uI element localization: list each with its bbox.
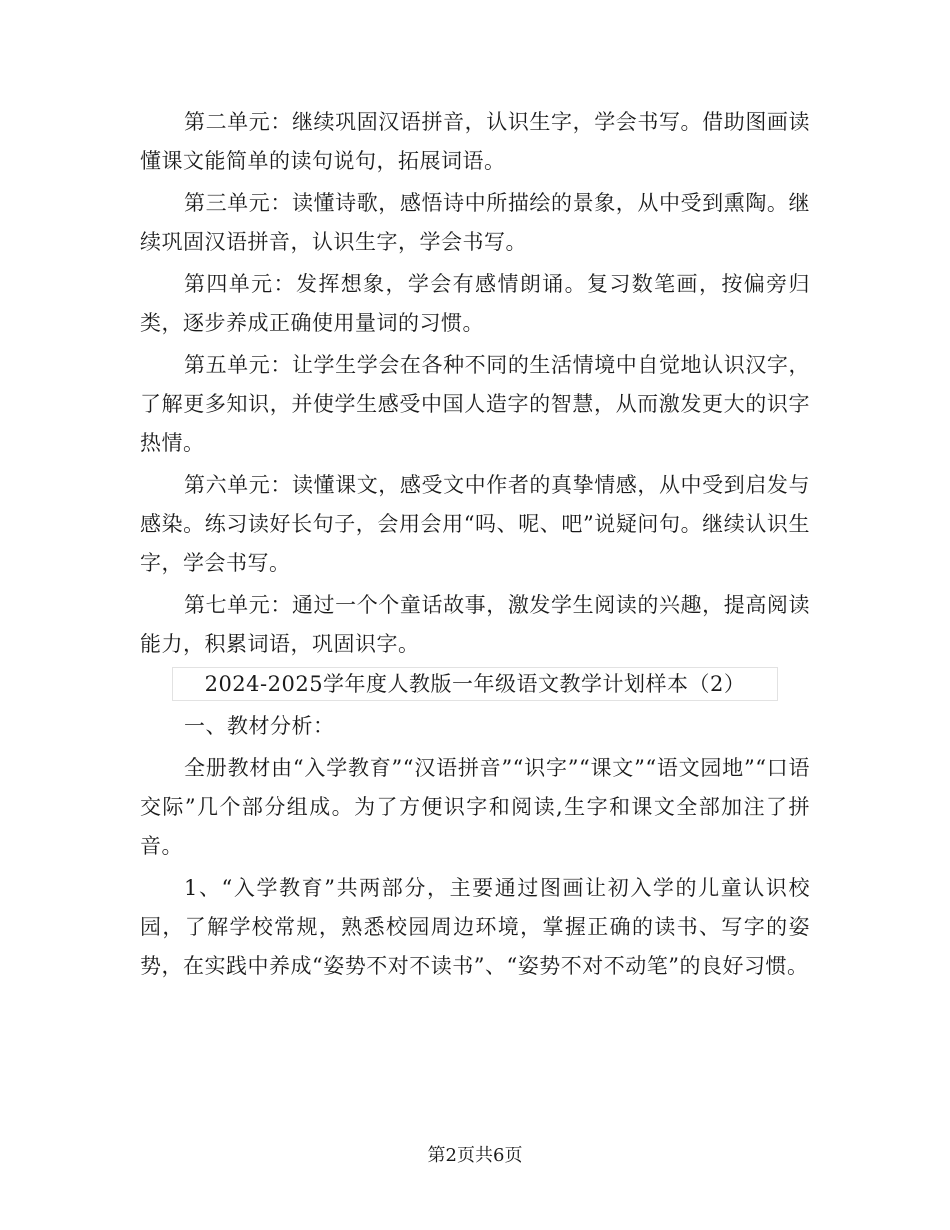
document-page — [140, 103, 810, 989]
paragraph-unit-6: 第六单元：读懂课文，感受文中作者的真挚情感，从中受到启发与感染。练习读好长句子，会用会用“吗、呢、吧”说疑问句。继续认识生字，学会书写。 — [140, 473, 810, 575]
section-title: 2024-2025学年度人教版一年级语文教学计划样本（2） — [172, 667, 778, 701]
paragraph-enrollment-education: 1、“入学教育”共两部分，主要通过图画让初入学的儿童认识校园，了解学校常规，熟悉校园周边环境，掌握正确的读书、写字的姿势，在实践中养成“姿势不对不读书”、“姿势不对不动笔”的良好习惯。 — [140, 876, 810, 978]
paragraph-unit-5: 第五单元：让学生学会在各种不同的生活情境中自觉地认识汉字，了解更多知识，并使学生感受中国人造字的智慧，从而激发更大的识字热情。 — [140, 353, 810, 455]
paragraph-unit-2: 第二单元：继续巩固汉语拼音，认识生字，学会书写。借助图画读懂课文能简单的读句说句，拓展词语。 — [140, 110, 810, 173]
paragraph-textbook-overview: 全册教材由“入学教育”“汉语拼音”“识字”“课文”“语文园地”“口语交际”几个部分组成。为了方便识字和阅读,生字和课文全部加注了拼音。 — [140, 756, 810, 858]
paragraph-heading-textbook-analysis: 一、教材分析： — [184, 714, 335, 738]
paragraph-unit-7: 第七单元：通过一个个童话故事，激发学生阅读的兴趣，提高阅读能力，积累词语，巩固识字。 — [140, 593, 810, 656]
paragraph-unit-4: 第四单元：发挥想象，学会有感情朗诵。复习数笔画，按偏旁归类，逐步养成正确使用量词的习惯。 — [140, 272, 810, 335]
paragraph-unit-3: 第三单元：读懂诗歌，感悟诗中所描绘的景象，从中受到熏陶。继续巩固汉语拼音，认识生字，学会书写。 — [140, 191, 810, 254]
page-number-footer: 第2页共6页 — [427, 1145, 523, 1166]
